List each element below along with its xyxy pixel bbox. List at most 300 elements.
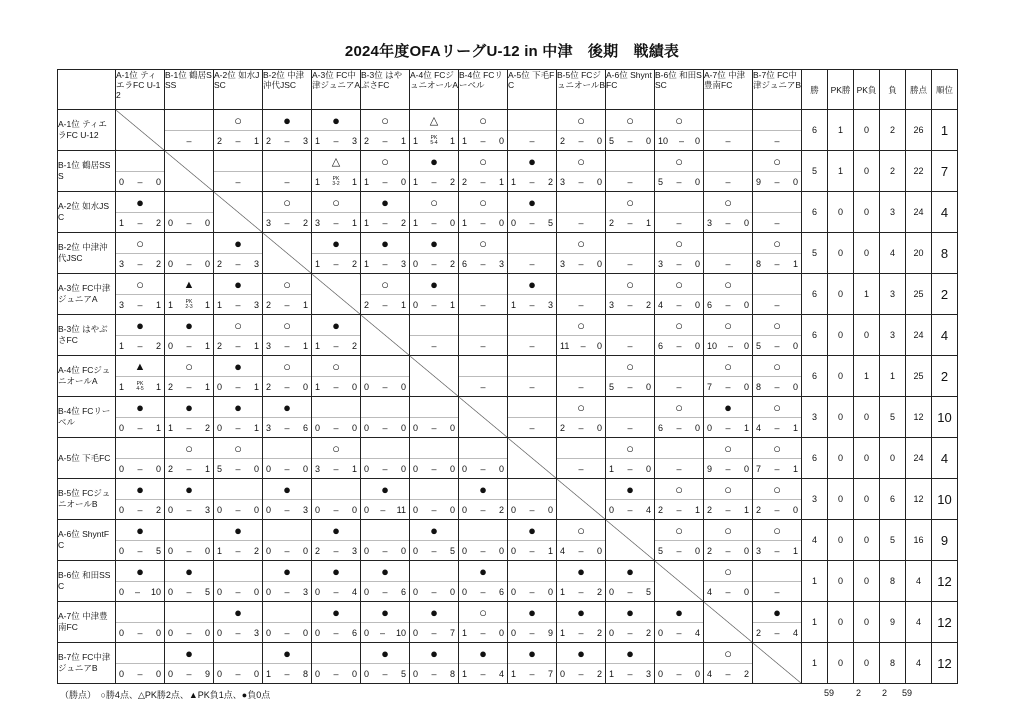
- match-result-cell: [606, 438, 655, 479]
- result-mark-empty: [459, 274, 507, 295]
- match-score: 0 – 3: [266, 586, 308, 597]
- match-result-cell: [459, 479, 508, 520]
- loss-filled-circle-icon: [136, 196, 144, 209]
- match-result-cell: [606, 110, 655, 151]
- row-team-name: B-7位 FC中津ジュニアB: [58, 643, 116, 684]
- self-match-diagonal: [508, 438, 557, 479]
- match-score: 0 – 9: [511, 627, 553, 638]
- result-mark: [312, 233, 360, 254]
- result-mark: [165, 438, 213, 459]
- column-header-team: B-6位 和田SSC: [655, 70, 704, 110]
- loss-filled-circle-icon: [577, 647, 585, 660]
- result-mark: [361, 274, 409, 295]
- result-mark: [459, 479, 507, 500]
- stat-value: 1: [802, 602, 828, 643]
- match-score: 1 – 2: [511, 176, 553, 187]
- match-result-cell: [312, 110, 361, 151]
- self-match-diagonal: [557, 479, 606, 520]
- match-score: 0 – 10: [364, 627, 406, 638]
- match-score: –: [627, 176, 633, 187]
- match-score: 0 – 5: [119, 545, 161, 556]
- match-score: 0 – 1: [217, 422, 259, 433]
- result-mark: [557, 233, 605, 254]
- result-mark: [361, 151, 409, 172]
- match-score: 2 – 0: [560, 135, 602, 146]
- win-circle-icon: [479, 196, 487, 209]
- match-score: 2 – 1: [364, 135, 406, 146]
- result-mark: [606, 643, 654, 664]
- match-result-cell: [753, 274, 802, 315]
- row-team-name: A-5位 下毛FC: [58, 438, 116, 479]
- match-result-cell: [459, 356, 508, 397]
- win-circle-icon: [577, 155, 585, 168]
- match-result-cell: [361, 151, 410, 192]
- match-result-cell: [410, 233, 459, 274]
- result-mark: [655, 110, 703, 131]
- match-result-cell: [704, 520, 753, 561]
- result-mark-empty: [116, 643, 164, 664]
- match-result-cell: [165, 274, 214, 315]
- match-result-cell: [263, 479, 312, 520]
- match-score: 3 – 0: [560, 258, 602, 269]
- result-mark: [410, 602, 458, 623]
- match-score: –: [774, 299, 780, 310]
- table-row: [58, 274, 958, 315]
- win-circle-icon: [136, 278, 144, 291]
- column-header-stat: 勝: [802, 70, 828, 110]
- match-score: 0 – 0: [168, 217, 210, 228]
- match-score: 0 – 2: [609, 627, 651, 638]
- pk-score: PK 3-2: [332, 175, 340, 187]
- win-circle-icon: [724, 524, 732, 537]
- result-mark: [312, 110, 360, 131]
- result-mark: [557, 643, 605, 664]
- column-header-team: A-2位 如水JSC: [214, 70, 263, 110]
- rank-value: 2: [932, 274, 958, 315]
- result-mark: [704, 520, 752, 541]
- match-result-cell: [214, 315, 263, 356]
- match-score: 0 – 0: [413, 463, 455, 474]
- result-mark: [655, 233, 703, 254]
- table-row: [58, 479, 958, 520]
- rank-value: 4: [932, 192, 958, 233]
- self-match-diagonal: [312, 274, 361, 315]
- row-team-name: B-5位 FCジュニオールB: [58, 479, 116, 520]
- result-mark-empty: [508, 561, 556, 582]
- loss-filled-circle-icon: [234, 278, 242, 291]
- match-result-cell: [116, 233, 165, 274]
- match-result-cell: [753, 561, 802, 602]
- result-mark-empty: [165, 192, 213, 213]
- result-mark-empty: [606, 315, 654, 336]
- win-circle-icon: [773, 401, 781, 414]
- rank-value: 10: [932, 397, 958, 438]
- match-result-cell: [753, 315, 802, 356]
- match-result-cell: [165, 602, 214, 643]
- result-mark: [165, 643, 213, 664]
- result-mark: [361, 602, 409, 623]
- match-score: 0 – 5: [413, 545, 455, 556]
- match-result-cell: [704, 315, 753, 356]
- win-circle-icon: [479, 606, 487, 619]
- win-circle-icon: [234, 319, 242, 332]
- match-score: 0 – 0: [364, 463, 406, 474]
- match-score: 0 – 5: [609, 586, 651, 597]
- result-mark-empty: [116, 602, 164, 623]
- result-mark: [312, 315, 360, 336]
- result-mark-empty: [312, 397, 360, 418]
- match-score: 2 – 1: [168, 381, 210, 392]
- match-result-cell: [557, 233, 606, 274]
- match-score: 1 PK 5-4 1: [413, 134, 455, 146]
- column-header-team: B-2位 中津沖代JSC: [263, 70, 312, 110]
- match-result-cell: [753, 356, 802, 397]
- stat-value: 1: [802, 643, 828, 684]
- match-score: 1 – 2: [315, 340, 357, 351]
- win-circle-icon: [724, 565, 732, 578]
- result-mark: [606, 561, 654, 582]
- match-score: 1 – 2: [560, 586, 602, 597]
- result-mark: [165, 315, 213, 336]
- match-result-cell: [410, 643, 459, 684]
- match-result-cell: [214, 233, 263, 274]
- result-mark: [312, 356, 360, 377]
- stat-value: 0: [854, 438, 880, 479]
- stat-value: 16: [906, 520, 932, 561]
- loss-filled-circle-icon: [430, 524, 438, 537]
- result-mark: [557, 397, 605, 418]
- match-result-cell: [214, 602, 263, 643]
- match-result-cell: [361, 643, 410, 684]
- loss-filled-circle-icon: [430, 278, 438, 291]
- result-mark-empty: [214, 151, 262, 172]
- result-mark-empty: [312, 479, 360, 500]
- result-mark-empty: [753, 561, 801, 582]
- result-mark: [410, 643, 458, 664]
- result-mark: [704, 561, 752, 582]
- match-result-cell: [410, 192, 459, 233]
- result-mark-empty: [704, 233, 752, 254]
- match-score: 1 – 2: [413, 176, 455, 187]
- match-score: –: [774, 586, 780, 597]
- loss-filled-circle-icon: [185, 483, 193, 496]
- result-mark: [116, 274, 164, 295]
- pk-win-triangle-icon: [332, 154, 340, 169]
- result-mark-empty: [410, 479, 458, 500]
- match-result-cell: [753, 233, 802, 274]
- match-result-cell: [165, 520, 214, 561]
- result-mark: [263, 192, 311, 213]
- match-score: 0 – 9: [168, 668, 210, 679]
- results-table: [57, 69, 958, 684]
- match-score: 3 – 1: [315, 463, 357, 474]
- result-mark: [116, 233, 164, 254]
- win-circle-icon: [626, 278, 634, 291]
- result-mark: [214, 274, 262, 295]
- match-score: –: [676, 217, 682, 228]
- result-mark: [410, 520, 458, 541]
- match-score: 0 – 1: [217, 381, 259, 392]
- match-score: 0 – 5: [168, 586, 210, 597]
- rank-value: 4: [932, 315, 958, 356]
- result-mark-empty: [508, 233, 556, 254]
- match-result-cell: [165, 233, 214, 274]
- rank-value: 1: [932, 110, 958, 151]
- result-mark: [704, 192, 752, 213]
- result-mark: [606, 110, 654, 131]
- result-mark: [459, 643, 507, 664]
- match-score: 0 – 5: [511, 217, 553, 228]
- result-mark-empty: [557, 356, 605, 377]
- stat-value: 0: [828, 602, 854, 643]
- rank-value: 4: [932, 438, 958, 479]
- match-score: 0 – 0: [413, 504, 455, 515]
- match-score: 0 – 0: [217, 586, 259, 597]
- loss-filled-circle-icon: [577, 565, 585, 578]
- stat-value: 6: [802, 110, 828, 151]
- stat-value: 12: [906, 479, 932, 520]
- match-result-cell: [312, 356, 361, 397]
- match-score: 2 – 1: [364, 299, 406, 310]
- match-score: –: [627, 422, 633, 433]
- rank-value: 12: [932, 561, 958, 602]
- stat-value: 6: [802, 192, 828, 233]
- match-result-cell: [361, 192, 410, 233]
- row-team-name: A-6位 ShyntFC: [58, 520, 116, 561]
- rank-value: 12: [932, 643, 958, 684]
- loss-filled-circle-icon: [381, 483, 389, 496]
- match-result-cell: [753, 110, 802, 151]
- match-result-cell: [116, 561, 165, 602]
- match-score: 1 – 2: [560, 627, 602, 638]
- match-score: 1 – 3: [315, 135, 357, 146]
- stat-value: 24: [906, 315, 932, 356]
- result-mark: [312, 561, 360, 582]
- win-circle-icon: [626, 442, 634, 455]
- match-score: –: [578, 299, 584, 310]
- table-row: [58, 192, 958, 233]
- stat-value: 0: [854, 397, 880, 438]
- match-result-cell: [655, 438, 704, 479]
- win-circle-icon: [185, 360, 193, 373]
- win-circle-icon: [577, 237, 585, 250]
- table-row: [58, 520, 958, 561]
- match-score: 0 – 0: [364, 545, 406, 556]
- loss-filled-circle-icon: [479, 483, 487, 496]
- result-mark-empty: [214, 561, 262, 582]
- stat-value: 0: [828, 643, 854, 684]
- match-result-cell: [312, 520, 361, 561]
- result-mark-empty: [753, 274, 801, 295]
- column-header-team: A-5位 下毛FC: [508, 70, 557, 110]
- match-score: 2 – 3: [217, 258, 259, 269]
- match-score: –: [529, 381, 535, 392]
- stat-value: 0: [854, 110, 880, 151]
- stat-value: 0: [854, 192, 880, 233]
- match-result-cell: [606, 479, 655, 520]
- match-result-cell: [459, 643, 508, 684]
- table-row: [58, 233, 958, 274]
- result-mark: [459, 192, 507, 213]
- loss-filled-circle-icon: [332, 524, 340, 537]
- match-result-cell: [312, 397, 361, 438]
- match-result-cell: [410, 397, 459, 438]
- match-result-cell: [214, 110, 263, 151]
- match-score: 0 – 4: [658, 627, 700, 638]
- match-score: 0 – 2: [560, 668, 602, 679]
- match-result-cell: [508, 397, 557, 438]
- win-circle-icon: [136, 237, 144, 250]
- result-mark-empty: [606, 397, 654, 418]
- result-mark: [704, 438, 752, 459]
- match-score: 0 – 10: [119, 586, 161, 597]
- match-score: 2 – 1: [217, 135, 259, 146]
- self-match-diagonal: [753, 643, 802, 684]
- stat-value: 4: [906, 643, 932, 684]
- match-result-cell: [459, 274, 508, 315]
- stat-value: 8: [880, 561, 906, 602]
- match-score: –: [725, 176, 731, 187]
- match-score: 1 – 3: [609, 668, 651, 679]
- result-mark: [557, 561, 605, 582]
- self-match-diagonal: [459, 397, 508, 438]
- results-body: [58, 110, 958, 684]
- match-score: 1 PK 4-5 1: [119, 380, 161, 392]
- result-mark-empty: [312, 643, 360, 664]
- match-result-cell: [263, 192, 312, 233]
- loss-filled-circle-icon: [136, 401, 144, 414]
- column-header-team: A-7位 中津豊南FC: [704, 70, 753, 110]
- match-score: 1 PK 3-2 1: [315, 175, 357, 187]
- loss-filled-circle-icon: [234, 401, 242, 414]
- match-result-cell: [459, 438, 508, 479]
- result-mark: [753, 315, 801, 336]
- match-result-cell: [165, 192, 214, 233]
- result-mark-empty: [165, 110, 213, 131]
- self-match-diagonal: [410, 356, 459, 397]
- match-score: 5 – 0: [658, 545, 700, 556]
- result-mark: [753, 233, 801, 254]
- match-score: 5 – 0: [756, 340, 798, 351]
- win-circle-icon: [185, 442, 193, 455]
- result-mark: [753, 151, 801, 172]
- match-result-cell: [116, 520, 165, 561]
- page-title: 2024年度OFAリーグU-12 in 中津 後期 戦績表: [344, 43, 680, 60]
- win-circle-icon: [773, 524, 781, 537]
- stat-value: 0: [828, 561, 854, 602]
- match-result-cell: [557, 602, 606, 643]
- stat-value: 1: [880, 356, 906, 397]
- match-result-cell: [459, 192, 508, 233]
- result-mark: [214, 520, 262, 541]
- rank-value: 10: [932, 479, 958, 520]
- row-team-name: B-4位 FCリーベル: [58, 397, 116, 438]
- column-header-team: A-3位 FC中津ジュニアA: [312, 70, 361, 110]
- result-mark: [214, 356, 262, 377]
- result-mark-empty: [655, 643, 703, 664]
- row-team-name: A-3位 FC中津ジュニアA: [58, 274, 116, 315]
- match-score: 3 – 1: [756, 545, 798, 556]
- loss-filled-circle-icon: [577, 606, 585, 619]
- match-score: –: [676, 463, 682, 474]
- loss-filled-circle-icon: [528, 606, 536, 619]
- match-result-cell: [606, 192, 655, 233]
- result-mark-empty: [263, 438, 311, 459]
- rank-value: 8: [932, 233, 958, 274]
- match-score: –: [774, 217, 780, 228]
- column-header-stat: 勝点: [906, 70, 932, 110]
- result-mark: [410, 110, 458, 131]
- stat-value: 9: [880, 602, 906, 643]
- win-circle-icon: [724, 278, 732, 291]
- match-score: –: [186, 135, 192, 146]
- match-score: 5 – 0: [609, 381, 651, 392]
- match-result-cell: [312, 602, 361, 643]
- match-score: 0 – 0: [364, 381, 406, 392]
- result-mark-empty: [263, 151, 311, 172]
- loss-filled-circle-icon: [332, 606, 340, 619]
- match-score: 0 – 0: [511, 504, 553, 515]
- match-score: 2 – 1: [707, 504, 749, 515]
- loss-filled-circle-icon: [136, 319, 144, 332]
- match-score: 0 – 0: [462, 545, 504, 556]
- loss-filled-circle-icon: [675, 606, 683, 619]
- result-mark-empty: [214, 643, 262, 664]
- match-score: 0 – 0: [315, 422, 357, 433]
- loss-filled-circle-icon: [381, 606, 389, 619]
- match-result-cell: [214, 274, 263, 315]
- match-result-cell: [753, 397, 802, 438]
- match-score: 0 – 0: [217, 504, 259, 515]
- loss-filled-circle-icon: [332, 565, 340, 578]
- pk-win-triangle-icon: [430, 113, 438, 128]
- match-result-cell: [361, 479, 410, 520]
- match-score: 0 – 1: [168, 340, 210, 351]
- match-score: 1 – 2: [168, 422, 210, 433]
- match-result-cell: [508, 274, 557, 315]
- match-score: 0 – 0: [462, 463, 504, 474]
- result-mark: [508, 602, 556, 623]
- win-circle-icon: [577, 524, 585, 537]
- match-result-cell: [263, 356, 312, 397]
- match-result-cell: [165, 110, 214, 151]
- win-circle-icon: [675, 114, 683, 127]
- win-circle-icon: [381, 278, 389, 291]
- result-mark-empty: [655, 192, 703, 213]
- match-result-cell: [214, 356, 263, 397]
- result-mark: [312, 520, 360, 541]
- match-result-cell: [312, 151, 361, 192]
- loss-filled-circle-icon: [626, 647, 634, 660]
- result-mark: [655, 397, 703, 418]
- match-result-cell: [557, 192, 606, 233]
- match-result-cell: [410, 561, 459, 602]
- result-mark-empty: [508, 315, 556, 336]
- match-score: 0 – 11: [364, 504, 406, 515]
- match-result-cell: [263, 561, 312, 602]
- match-score: –: [578, 217, 584, 228]
- result-mark: [116, 397, 164, 418]
- match-result-cell: [557, 520, 606, 561]
- result-mark: [655, 315, 703, 336]
- win-circle-icon: [724, 442, 732, 455]
- rank-value: 12: [932, 602, 958, 643]
- stat-value: 3: [802, 397, 828, 438]
- match-score: 4 – 2: [707, 668, 749, 679]
- self-match-diagonal: [263, 233, 312, 274]
- match-score: 7 – 0: [707, 381, 749, 392]
- match-score: 0 – 0: [119, 668, 161, 679]
